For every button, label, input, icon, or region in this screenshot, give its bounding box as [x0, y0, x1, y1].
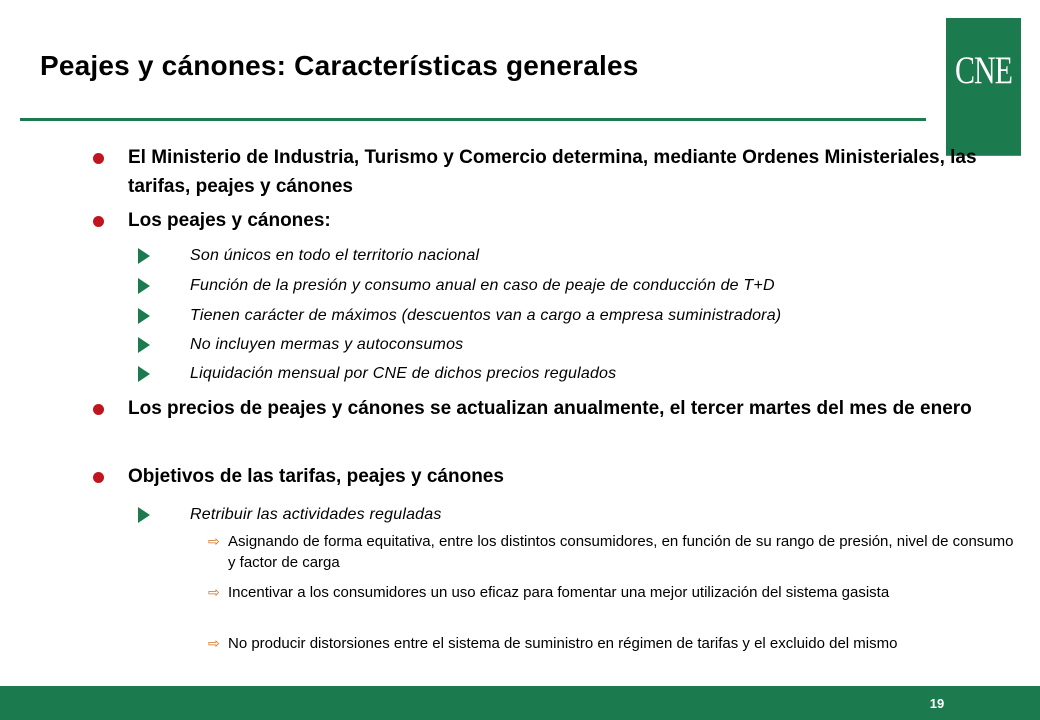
arrow-right-icon: [138, 278, 150, 294]
title-divider: [20, 118, 926, 121]
bullet-text: Los peajes y cánones:: [128, 210, 331, 231]
cne-logo: CNE: [946, 18, 1021, 156]
sub-bullet-item: [190, 335, 1010, 355]
bullet-text: Los precios de peajes y cánones se actualizan anualmente, el tercer martes del mes de enero: [128, 398, 972, 419]
sub-bullet-text: Retribuir las actividades reguladas: [190, 506, 442, 523]
arrow-right-icon: [138, 366, 150, 382]
bullet-item: [128, 206, 1008, 235]
sub-bullet-text: Tienen carácter de máximos (descuentos van a cargo a empresa suministradora): [190, 307, 782, 324]
sub-bullet-text: No incluyen mermas y autoconsumos: [190, 336, 464, 353]
arrow-right-icon: [138, 308, 150, 324]
sub-bullet-item: [190, 246, 1010, 266]
arrow-right-icon: [138, 337, 150, 353]
page-number: 19: [929, 696, 945, 711]
bullet-text: El Ministerio de Industria, Turismo y Comercio determina, mediante Ordenes Ministeriales, las tarifas, peajes y cánones: [128, 147, 977, 197]
sub-sub-bullet-text: Asignando de forma equitativa, entre los distintos consumidores, en función de su rango de presión, nivel de consumo y factor de carga: [228, 533, 1014, 571]
bullet-item: [128, 462, 1008, 491]
page-title: Peajes y cánones: Características generales: [40, 50, 639, 81]
bullet-dot-icon: [93, 472, 104, 483]
sub-bullet-item: [190, 364, 1010, 384]
sub-bullet-item: [190, 505, 1010, 525]
sub-sub-bullet-text: No producir distorsiones entre el sistema de suministro en régimen de tarifas y el excluido del mismo: [228, 635, 898, 652]
arrow-right-icon: [138, 507, 150, 523]
bullet-dot-icon: [93, 216, 104, 227]
hollow-arrow-icon: ⇨: [208, 584, 220, 600]
sub-bullet-text: Función de la presión y consumo anual en caso de peaje de conducción de T+D: [190, 277, 775, 294]
hollow-arrow-icon: ⇨: [208, 635, 220, 651]
bullet-dot-icon: [93, 404, 104, 415]
bullet-item: [128, 394, 1008, 423]
arrow-right-icon: [138, 248, 150, 264]
bullet-dot-icon: [93, 153, 104, 164]
footer-bar: [0, 686, 1040, 720]
sub-sub-bullet-item: [208, 582, 1018, 603]
sub-sub-bullet-text: Incentivar a los consumidores un uso eficaz para fomentar una mejor utilización del sistema gasista: [228, 584, 890, 601]
sub-sub-bullet-item: [208, 531, 1018, 573]
sub-bullet-text: Liquidación mensual por CNE de dichos precios regulados: [190, 365, 617, 382]
bullet-item: [128, 143, 1008, 201]
hollow-arrow-icon: ⇨: [208, 533, 220, 549]
sub-bullet-item: [190, 276, 1010, 296]
bullet-text: Objetivos de las tarifas, peajes y cánones: [128, 466, 504, 487]
sub-bullet-item: [190, 306, 1010, 326]
sub-bullet-text: Son únicos en todo el territorio nacional: [190, 247, 480, 264]
sub-sub-bullet-item: [208, 633, 1018, 654]
